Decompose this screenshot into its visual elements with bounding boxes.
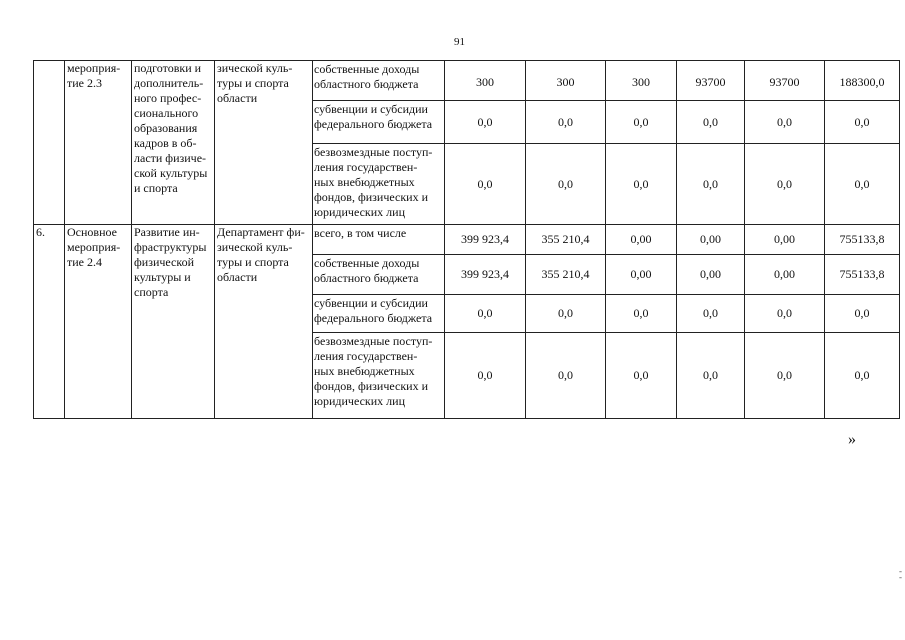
value-cell: 0,00: [677, 255, 745, 295]
value-cell: 355 210,4: [526, 255, 606, 295]
value-cell: 0,0: [445, 295, 526, 333]
funding-source-cell: собственные доходы областного бюджета: [313, 61, 445, 101]
value-cell: 300: [445, 61, 526, 101]
value-cell: 188300,0: [825, 61, 900, 101]
budget-table: [33, 60, 900, 419]
value-cell: 0,0: [825, 101, 900, 144]
value-cell: 355 210,4: [526, 225, 606, 255]
value-cell: 0,0: [745, 101, 825, 144]
table-body: [34, 61, 900, 419]
value-cell: 0,0: [677, 333, 745, 419]
value-cell: 399 923,4: [445, 255, 526, 295]
value-cell: 0,0: [526, 101, 606, 144]
table-row: [34, 225, 900, 255]
executor-cell: зической куль- туры и спорта области: [215, 61, 313, 225]
value-cell: 0,0: [825, 144, 900, 225]
value-cell: 0,00: [677, 225, 745, 255]
description-cell: подготовки и дополнитель- ного профес- сионального образования кадров в об- ласти физиче- ской культуры и спорта: [132, 61, 215, 225]
value-cell: 0,0: [606, 101, 677, 144]
funding-source-cell: безвозмездные поступ- ления государствен- ных внебюджетных фондов, физических и юридических лиц: [313, 333, 445, 419]
value-cell: 0,00: [745, 225, 825, 255]
value-cell: 0,0: [445, 144, 526, 225]
funding-source-cell: безвозмездные поступ- ления государствен- ных внебюджетных фондов, физических и юридических лиц: [313, 144, 445, 225]
table-row: [34, 61, 900, 101]
funding-source-cell: субвенции и субсидии федерального бюджета: [313, 101, 445, 144]
value-cell: 0,0: [677, 144, 745, 225]
value-cell: 0,0: [677, 101, 745, 144]
page-number: 91: [454, 36, 465, 48]
value-cell: 755133,8: [825, 255, 900, 295]
activity-cell: Основное мероприя- тие 2.4: [65, 225, 132, 419]
closing-quote: »: [848, 431, 856, 448]
value-cell: 0,00: [606, 255, 677, 295]
activity-cell: мероприя- тие 2.3: [65, 61, 132, 225]
value-cell: 93700: [677, 61, 745, 101]
value-cell: 0,0: [445, 101, 526, 144]
executor-cell: Департамент фи- зической куль- туры и спорта области: [215, 225, 313, 419]
value-cell: 300: [526, 61, 606, 101]
funding-source-cell: собственные доходы областного бюджета: [313, 255, 445, 295]
value-cell: 0,00: [745, 255, 825, 295]
value-cell: 399 923,4: [445, 225, 526, 255]
value-cell: 0,0: [526, 333, 606, 419]
value-cell: 0,0: [445, 333, 526, 419]
row-index: 6.: [34, 225, 65, 419]
value-cell: 0,0: [606, 295, 677, 333]
value-cell: 0,0: [606, 333, 677, 419]
value-cell: 0,0: [606, 144, 677, 225]
margin-marks: - -: [899, 566, 902, 582]
value-cell: 0,0: [825, 333, 900, 419]
value-cell: 755133,8: [825, 225, 900, 255]
value-cell: 0,0: [526, 144, 606, 225]
funding-source-cell: субвенции и субсидии федерального бюджета: [313, 295, 445, 333]
value-cell: 0,0: [677, 295, 745, 333]
value-cell: 0,0: [745, 295, 825, 333]
value-cell: 0,00: [606, 225, 677, 255]
value-cell: 300: [606, 61, 677, 101]
value-cell: 0,0: [825, 295, 900, 333]
value-cell: 0,0: [745, 333, 825, 419]
value-cell: 0,0: [526, 295, 606, 333]
value-cell: 0,0: [745, 144, 825, 225]
row-index: [34, 61, 65, 225]
description-cell: Развитие ин- фраструктуры физической культуры и спорта: [132, 225, 215, 419]
value-cell: 93700: [745, 61, 825, 101]
funding-source-cell: всего, в том числе: [313, 225, 445, 255]
